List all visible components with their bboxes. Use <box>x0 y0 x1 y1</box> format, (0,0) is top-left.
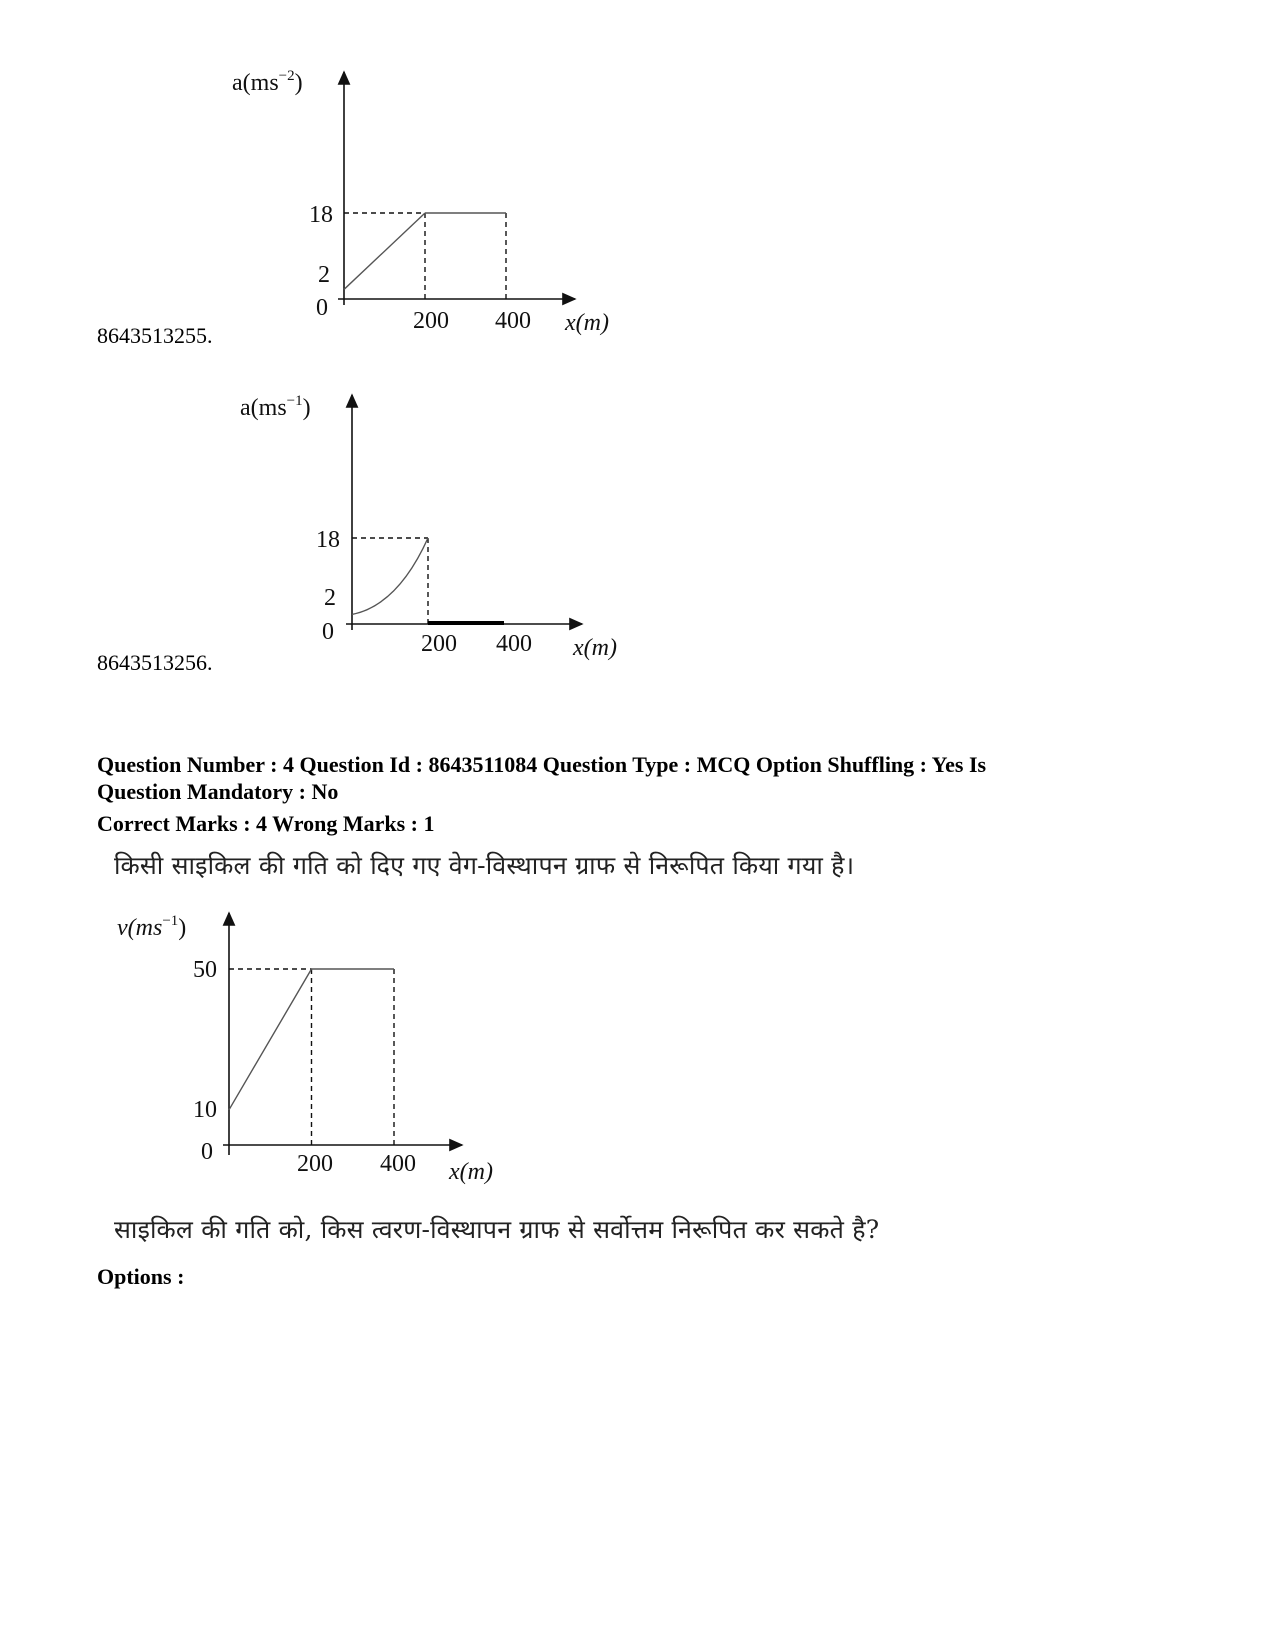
curve-segment-0 <box>352 538 428 614</box>
y-tick-0: 0 <box>316 295 328 321</box>
question-marks: Correct Marks : 4 Wrong Marks : 1 <box>97 811 435 836</box>
y-axis-label: $a(ms^{-2})$ <box>232 68 303 96</box>
question-meta-line2: Question Mandatory : No <box>97 779 339 804</box>
x-tick-400: 400 <box>496 631 532 657</box>
y-axis-label: $v(ms^{-1})$ <box>117 913 187 941</box>
y-tick-0: 0 <box>322 619 334 645</box>
question-meta-line1: Question Number : 4 Question Id : 8643511084 Question Type : MCQ Option Shuffling : Yes Is <box>97 752 987 777</box>
y-tick-2: 2 <box>318 262 330 288</box>
option-2-marks <box>352 538 504 624</box>
x-axis-label: x(m) <box>573 635 617 661</box>
option-1-marks <box>344 213 506 299</box>
line-segment-0 <box>344 213 425 289</box>
options-label: Options : <box>97 1264 185 1289</box>
x-axis-label: x(m) <box>565 310 609 336</box>
question-graph <box>105 905 525 1195</box>
question-graph-marks <box>229 969 394 1145</box>
y-tick-2: 2 <box>324 585 336 611</box>
question-stem: किसी साइकिल की गति को दिए गए वेग-विस्थापन ग्राफ से निरूपित किया गया है। <box>114 851 855 880</box>
x-tick-200: 200 <box>297 1151 333 1177</box>
y-tick-0: 0 <box>201 1139 213 1165</box>
x-tick-200: 200 <box>413 308 449 334</box>
option-id-1: 8643513255. <box>97 323 213 348</box>
x-tick-400: 400 <box>380 1151 416 1177</box>
option-id-2: 8643513256. <box>97 650 213 675</box>
question-ask: साइकिल की गति को, किस त्वरण-विस्थापन ग्राफ से सर्वोत्तम निरूपित कर सकते है? <box>114 1215 880 1244</box>
y-tick-10: 10 <box>193 1097 217 1123</box>
y-tick-18: 18 <box>309 202 333 228</box>
y-axis-label: $a(ms^{-1})$ <box>240 393 311 421</box>
option-2-graph <box>230 385 650 675</box>
option-1-graph <box>220 60 640 350</box>
y-tick-18: 18 <box>316 527 340 553</box>
y-tick-50: 50 <box>193 957 217 983</box>
x-tick-400: 400 <box>495 308 531 334</box>
x-tick-200: 200 <box>421 631 457 657</box>
x-axis-label: x(m) <box>449 1159 493 1185</box>
